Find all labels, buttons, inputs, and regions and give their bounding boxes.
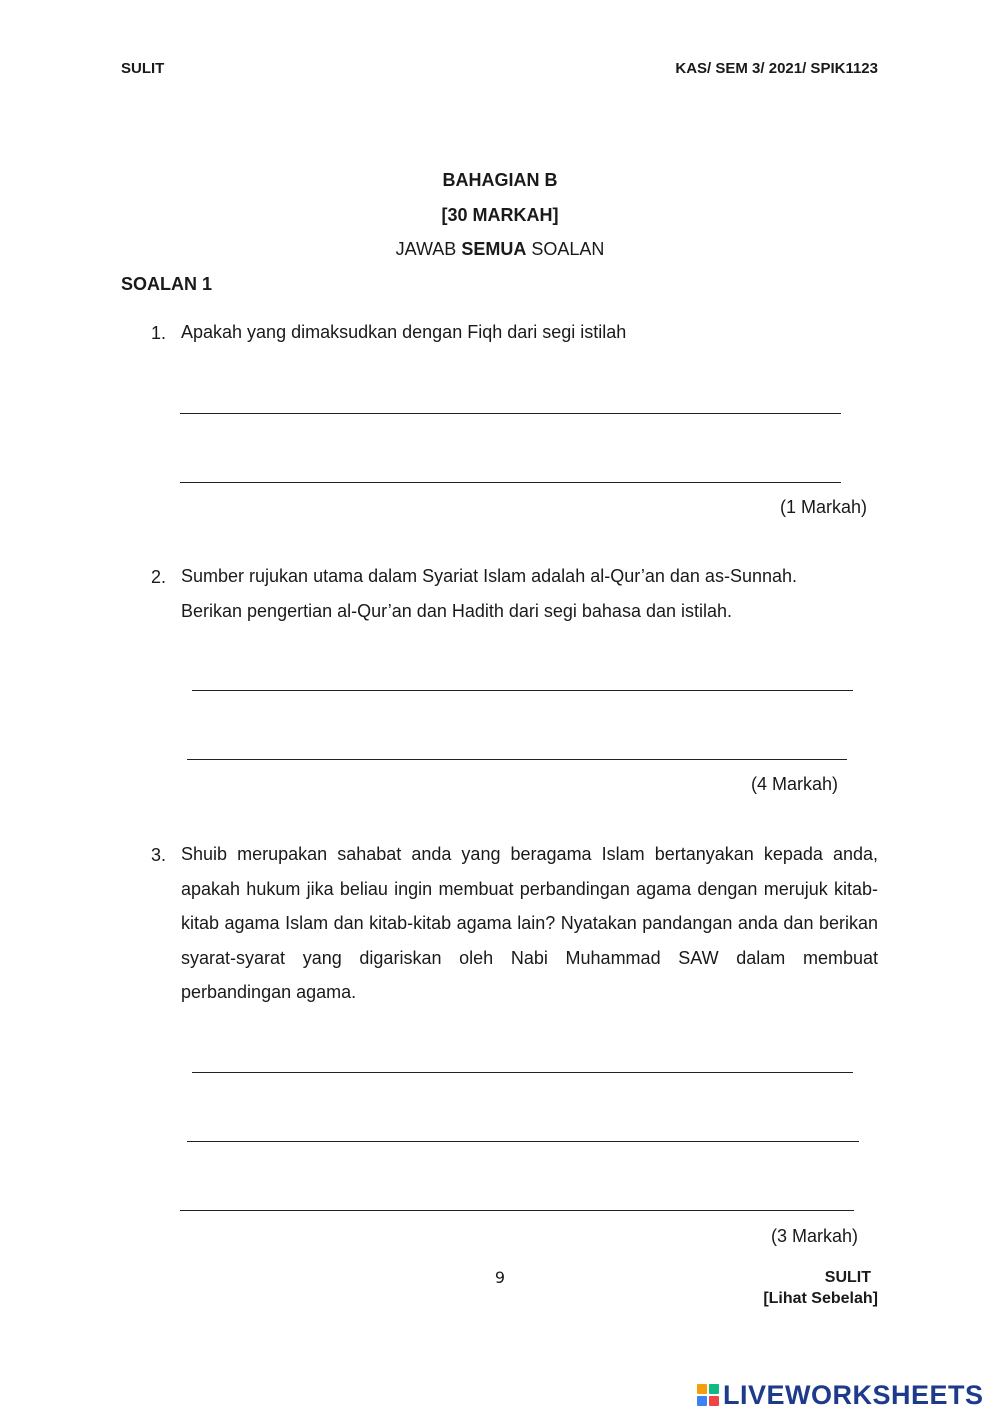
- question-1-number: 1.: [151, 323, 167, 343]
- answer-line[interactable]: [192, 1072, 853, 1073]
- section-title: BAHAGIAN B: [442, 170, 558, 190]
- question-2-line-1: Sumber rujukan utama dalam Syariat Islam adalah al-Qur’an dan as-Sunnah.: [181, 566, 797, 586]
- question-3-marks: (3 Markah): [770, 1226, 858, 1246]
- question-1-text: Apakah yang dimaksudkan dengan Fiqh dari segi istilah: [181, 322, 627, 342]
- logo-square: [709, 1396, 719, 1406]
- question-group-title: SOALAN 1: [121, 274, 213, 294]
- logo-square: [697, 1396, 707, 1406]
- instruction-bold: SEMUA: [461, 239, 527, 259]
- question-1-marks: (1 Markah): [779, 497, 867, 517]
- liveworksheets-logo-icon: [697, 1384, 719, 1406]
- section-instruction: [0, 239, 1000, 260]
- page-number: 9: [494, 1268, 506, 1287]
- logo-square: [709, 1384, 719, 1394]
- instruction-post: SOALAN: [526, 239, 605, 259]
- section-marks: [30 MARKAH]: [441, 205, 559, 225]
- footer-next-page: [Lihat Sebelah]: [763, 1290, 878, 1307]
- liveworksheets-logo-text: LIVEWORKSHEETS: [723, 1379, 984, 1410]
- answer-line[interactable]: [187, 1141, 859, 1142]
- answer-line[interactable]: [180, 413, 841, 414]
- answer-line[interactable]: [187, 759, 847, 760]
- header-left: SULIT: [121, 60, 165, 77]
- answer-line[interactable]: [180, 1210, 854, 1211]
- liveworksheets-logo: [697, 1378, 984, 1412]
- question-2-line-2: Berikan pengertian al-Qur’an dan Hadith dari segi bahasa dan istilah.: [181, 601, 733, 621]
- instruction-pre: JAWAB: [395, 239, 462, 259]
- footer-sulit: SULIT: [824, 1269, 871, 1286]
- question-3-number: 3.: [151, 845, 167, 865]
- question-2-marks: (4 Markah): [750, 774, 838, 794]
- answer-line[interactable]: [180, 482, 841, 483]
- question-3-text: Shuib merupakan sahabat anda yang beragama Islam bertanyakan kepada anda, apakah hukum jika beliau ingin membuat perbandingan agama dengan merujuk kitab-kitab agama Islam dan kitab-kitab agama lain? Nyatakan pandangan anda dan berikan syarat-syarat yang digariskan oleh Nabi Muhammad SAW dalam membuat perbandingan agama.: [181, 844, 878, 1002]
- question-2-number: 2.: [151, 567, 167, 587]
- answer-line[interactable]: [192, 690, 853, 691]
- header-right: KAS/ SEM 3/ 2021/ SPIK1123: [675, 60, 878, 77]
- logo-square: [697, 1384, 707, 1394]
